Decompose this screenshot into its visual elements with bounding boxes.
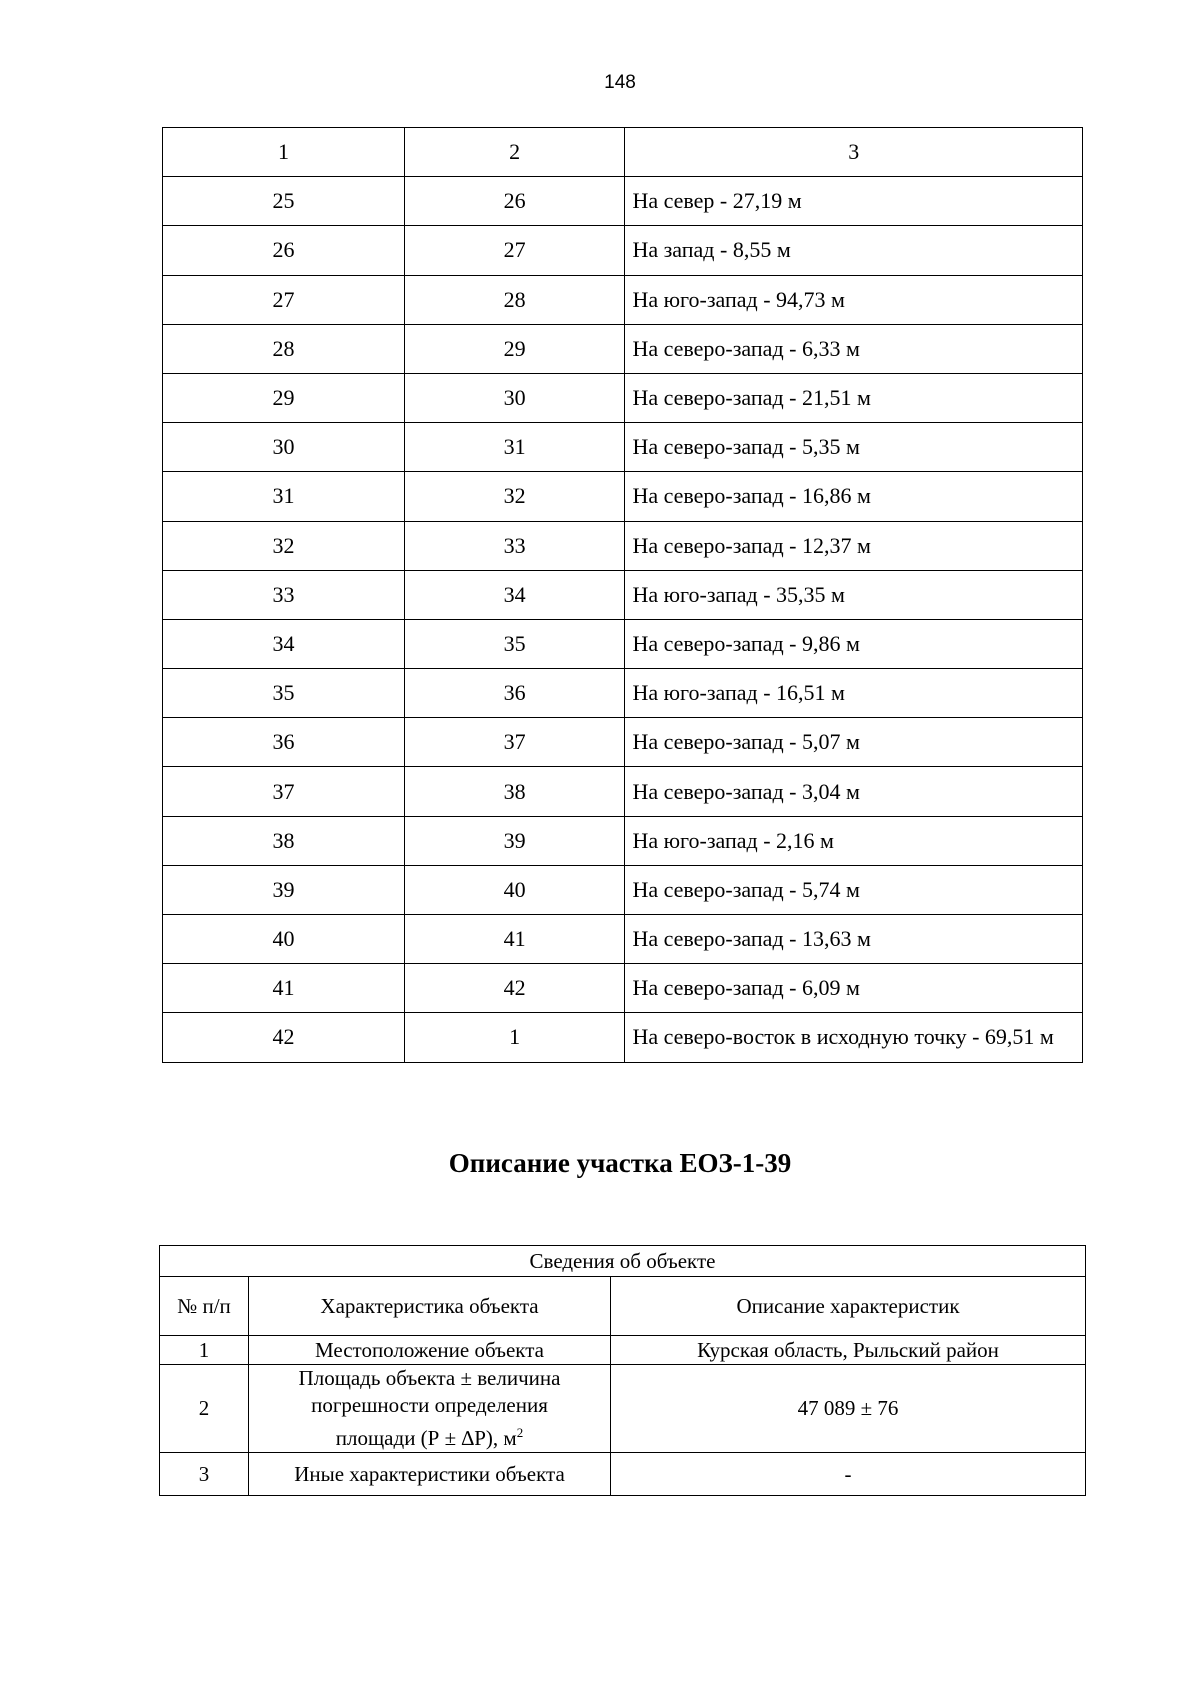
object-table-caption: Сведения об объекте	[160, 1246, 1086, 1277]
to-point-cell: 42	[404, 964, 625, 1013]
table-row	[163, 1013, 1083, 1062]
header-cell: 3	[625, 128, 1083, 177]
direction-cell: На северо-запад - 6,33 м	[625, 324, 1083, 373]
characteristic-cell	[249, 1365, 611, 1453]
table-row	[163, 964, 1083, 1013]
from-point-cell: 36	[163, 718, 405, 767]
row-number: 2	[160, 1365, 249, 1453]
direction-cell: На северо-запад - 12,37 м	[625, 521, 1083, 570]
table-row	[163, 275, 1083, 324]
header-cell: 2	[404, 128, 625, 177]
to-point-cell: 38	[404, 767, 625, 816]
to-point-cell: 31	[404, 423, 625, 472]
table-row	[163, 423, 1083, 472]
table-row	[163, 669, 1083, 718]
section-title: Описание участка ЕОЗ-1-39	[448, 1148, 792, 1178]
from-point-cell: 30	[163, 423, 405, 472]
from-point-cell: 39	[163, 865, 405, 914]
table-row	[160, 1453, 1086, 1496]
row-number: 1	[160, 1336, 249, 1365]
from-point-cell: 33	[163, 570, 405, 619]
direction-cell: На северо-запад - 21,51 м	[625, 373, 1083, 422]
direction-cell: На северо-запад - 9,86 м	[625, 619, 1083, 668]
direction-cell: На юго-запад - 16,51 м	[625, 669, 1083, 718]
from-point-cell: 28	[163, 324, 405, 373]
to-point-cell: 30	[404, 373, 625, 422]
table-row	[160, 1336, 1086, 1365]
table-row	[163, 915, 1083, 964]
boundary-table-body	[163, 177, 1083, 1062]
characteristic-line-text: площади (Р ± ∆Р), м	[335, 1426, 517, 1450]
from-point-cell: 42	[163, 1013, 405, 1062]
description-cell: Курская область, Рыльский район	[611, 1336, 1086, 1365]
object-table-caption-row	[160, 1246, 1086, 1277]
boundary-table-header-row	[163, 128, 1083, 177]
to-point-cell: 36	[404, 669, 625, 718]
to-point-cell: 27	[404, 226, 625, 275]
to-point-cell: 32	[404, 472, 625, 521]
table-row	[163, 373, 1083, 422]
to-point-cell: 40	[404, 865, 625, 914]
from-point-cell: 35	[163, 669, 405, 718]
header-cell: 1	[163, 128, 405, 177]
table-row	[163, 226, 1083, 275]
characteristic-cell: Иные характеристики объекта	[249, 1453, 611, 1496]
table-row	[163, 521, 1083, 570]
direction-cell: На юго-запад - 35,35 м	[625, 570, 1083, 619]
object-info-table	[159, 1245, 1086, 1496]
characteristic-line: погрешности определения	[311, 1393, 548, 1417]
direction-cell: На северо-запад - 5,07 м	[625, 718, 1083, 767]
to-point-cell: 33	[404, 521, 625, 570]
description-cell: 47 089 ± 76	[611, 1365, 1086, 1453]
boundary-table	[162, 127, 1083, 1063]
direction-cell: На северо-запад - 3,04 м	[625, 767, 1083, 816]
from-point-cell: 31	[163, 472, 405, 521]
to-point-cell: 28	[404, 275, 625, 324]
direction-cell: На северо-восток в исходную точку - 69,51 м	[625, 1013, 1083, 1062]
to-point-cell: 37	[404, 718, 625, 767]
direction-cell: На юго-запад - 94,73 м	[625, 275, 1083, 324]
page-number: 148	[604, 72, 636, 93]
table-row	[163, 324, 1083, 373]
column-header: Характеристика объекта	[249, 1277, 611, 1336]
characteristic-line: Площадь объекта ± величина	[298, 1366, 561, 1390]
to-point-cell: 35	[404, 619, 625, 668]
to-point-cell: 26	[404, 177, 625, 226]
direction-cell: На северо-запад - 6,09 м	[625, 964, 1083, 1013]
direction-cell: На северо-запад - 5,74 м	[625, 865, 1083, 914]
column-header: № п/п	[160, 1277, 249, 1336]
to-point-cell: 1	[404, 1013, 625, 1062]
table-row	[160, 1365, 1086, 1453]
direction-cell: На северо-запад - 16,86 м	[625, 472, 1083, 521]
table-row	[163, 472, 1083, 521]
unit-superscript: 2	[516, 1425, 524, 1440]
object-table-header-row	[160, 1277, 1086, 1336]
table-row	[163, 816, 1083, 865]
to-point-cell: 29	[404, 324, 625, 373]
characteristic-cell: Местоположение объекта	[249, 1336, 611, 1365]
from-point-cell: 37	[163, 767, 405, 816]
characteristic-line	[249, 1419, 610, 1452]
from-point-cell: 29	[163, 373, 405, 422]
direction-cell: На северо-запад - 13,63 м	[625, 915, 1083, 964]
from-point-cell: 27	[163, 275, 405, 324]
table-row	[163, 865, 1083, 914]
from-point-cell: 38	[163, 816, 405, 865]
direction-cell: На юго-запад - 2,16 м	[625, 816, 1083, 865]
direction-cell: На запад - 8,55 м	[625, 226, 1083, 275]
from-point-cell: 32	[163, 521, 405, 570]
row-number: 3	[160, 1453, 249, 1496]
table-row	[163, 718, 1083, 767]
table-row	[163, 570, 1083, 619]
description-cell: -	[611, 1453, 1086, 1496]
from-point-cell: 34	[163, 619, 405, 668]
from-point-cell: 41	[163, 964, 405, 1013]
to-point-cell: 39	[404, 816, 625, 865]
to-point-cell: 41	[404, 915, 625, 964]
table-row	[163, 177, 1083, 226]
to-point-cell: 34	[404, 570, 625, 619]
direction-cell: На север - 27,19 м	[625, 177, 1083, 226]
column-header: Описание характеристик	[611, 1277, 1086, 1336]
table-row	[163, 619, 1083, 668]
direction-cell: На северо-запад - 5,35 м	[625, 423, 1083, 472]
from-point-cell: 26	[163, 226, 405, 275]
from-point-cell: 40	[163, 915, 405, 964]
table-row	[163, 767, 1083, 816]
from-point-cell: 25	[163, 177, 405, 226]
